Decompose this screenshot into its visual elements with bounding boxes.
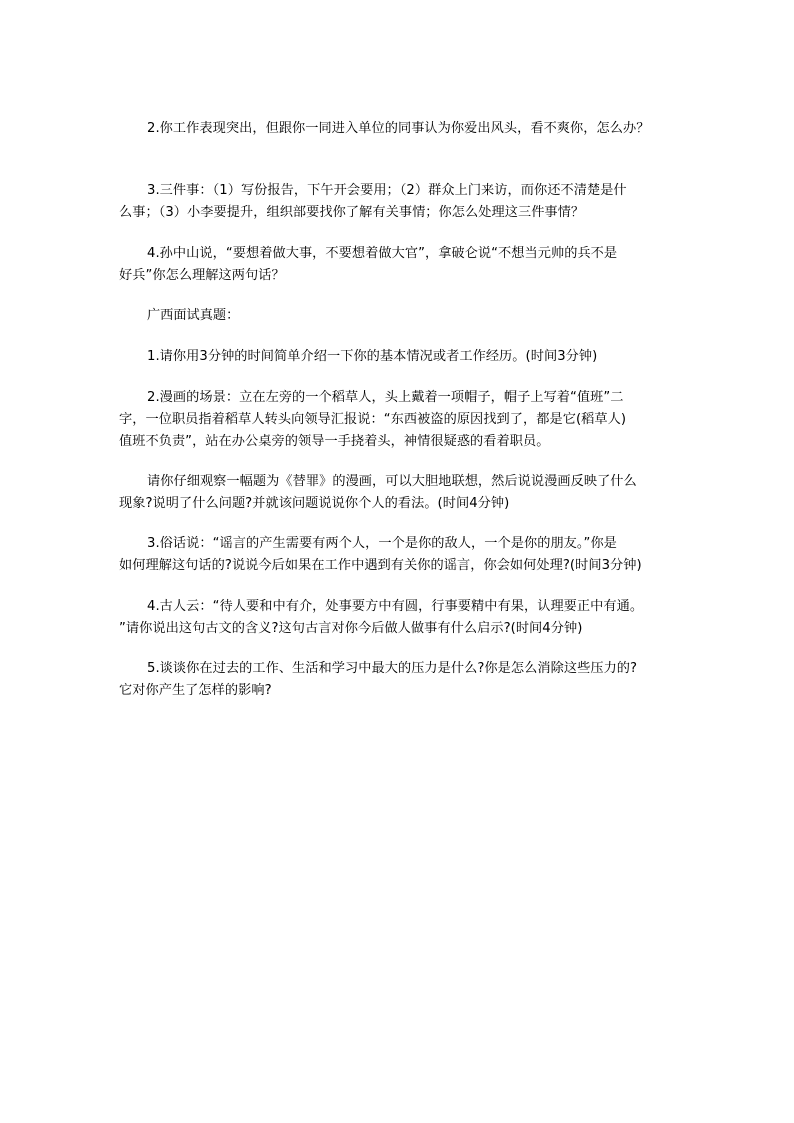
text-line: 么事；（3）小李要提升，组织部要找你了解有关事情；你怎么处理这三件事情？ <box>119 205 585 220</box>
guangxi-question-5 <box>119 658 679 702</box>
paragraph-question-4 <box>119 243 679 287</box>
guangxi-question-4 <box>119 596 679 640</box>
text-line: 它对你产生了怎样的影响? <box>119 683 272 698</box>
guangxi-question-3 <box>119 533 679 577</box>
text-line: 值班不负责”，站在办公桌旁的领导一手挠着头，神情很疑惑的看着职员。 <box>119 434 550 449</box>
text-line: ”请你说出这句古文的含义?这句古言对你今后做人做事有什么启示?(时间4分钟) <box>119 621 583 636</box>
text-line: 2.你工作表现突出，但跟你一同进入单位的同事认为你爱出风头，看不爽你，怎么办？ <box>147 121 650 136</box>
text-line: 2.漫画的场景：立在左旁的一个稻草人，头上戴着一项帽子，帽子上写着“值班”二 <box>147 390 624 405</box>
guangxi-question-2 <box>119 387 679 453</box>
text-line: 好兵”你怎么理解这两句话？ <box>119 268 285 283</box>
guangxi-cartoon-question <box>119 471 679 515</box>
guangxi-question-1 <box>119 346 679 368</box>
text-line: 5.谈谈你在过去的工作、生活和学习中最大的压力是什么?你是怎么消除这些压力的? <box>147 661 638 676</box>
text-line: 4.古人云：“待人要和中有介，处事要方中有圆，行事要精中有果，认理要正中有通。 <box>147 599 644 614</box>
text-line: 请你仔细观察一幅题为《替罪》的漫画，可以大胆地联想，然后说说漫画反映了什么 <box>147 474 637 489</box>
text-line: 字，一位职员指着稻草人转头向领导汇报说：“东西被盗的原因找到了，都是它(稻草人) <box>119 412 627 427</box>
text-line: 3.俗话说：“谣言的产生需要有两个人，一个是你的敌人，一个是你的朋友。”你是 <box>147 536 617 551</box>
text-line: 如何理解这句话的?说说今后如果在工作中遇到有关你的谣言，你会如何处理?(时间3分钟) <box>119 558 642 573</box>
section-title: 广西面试真题： <box>147 308 240 323</box>
text-line: 现象?说明了什么问题?并就该问题说说你个人的看法。(时间4分钟) <box>119 496 510 511</box>
paragraph-question-3 <box>119 180 679 224</box>
text-line: 4.孙中山说，“要想着做大事，不要想着做大官”，拿破仑说“不想当元帅的兵不是 <box>147 246 618 261</box>
text-line: 1.请你用3分钟的时间简单介绍一下你的基本情况或者工作经历。(时间3分钟) <box>147 349 598 364</box>
text-line: 3.三件事：（1）写份报告，下午开会要用；（2）群众上门来访，而你还不清楚是什 <box>147 183 627 198</box>
paragraph-question-2 <box>119 118 679 140</box>
